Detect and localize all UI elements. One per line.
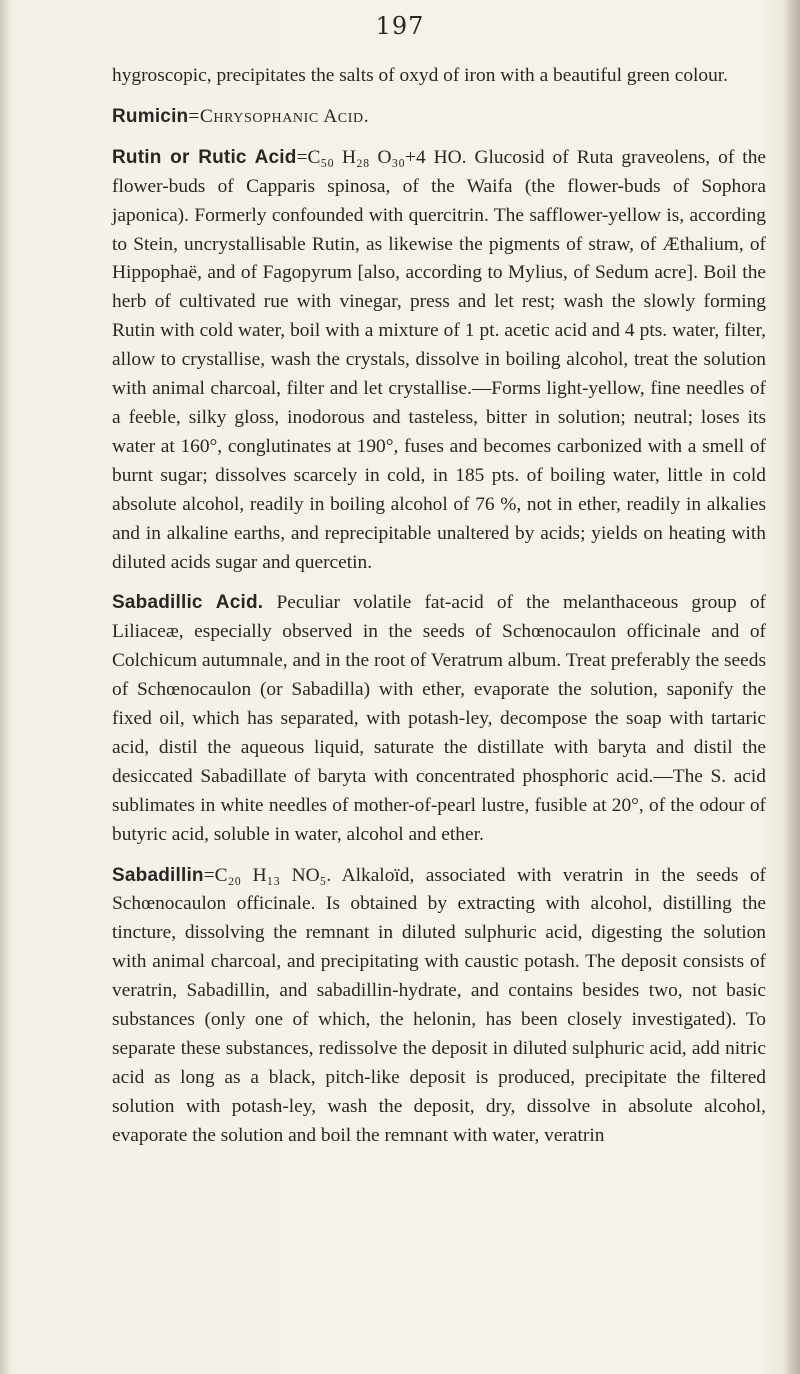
paragraph-continuation xyxy=(112,62,766,91)
entry-formula: =C₅₀ H₂₈ O₃₀+4 HO. xyxy=(296,146,467,168)
paragraph-body: Glucosid of Ruta graveolens, of the flower-buds of Capparis spinosa, of the Waifa (the flower-buds of Sophora japonica). Formerly confounded with quercitrin. The safflower-yellow is, according to Stein, uncrystallisable Rutin, as likewise the pigments of straw, of Æthalium, of Hippophaë, and of Fagopyrum [also, according to Mylius, of Sedum acre]. Boil the herb of cultivated rue with vinegar, press and let rest; wash the slowly forming Rutin with cold water, boil with a mixture of 1 pt. acetic acid and 4 pts. water, filter, allow to crystallise, wash the crystals, dissolve in boiling alcohol, treat the solution with animal charcoal, filter and let crystallise.—Forms light-yellow, fine needles of a feeble, silky gloss, inodorous and tasteless, bitter in solution; neutral; loses its water at 160°, conglutinates at 190°, fuses and becomes carbonized with a smell of burnt sugar; dissolves scarcely in cold, in 185 pts. of boiling water, little in cold absolute alcohol, readily in boiling alcohol of 76 %, not in ether, readily in alkalies and in alkaline earths, and reprecipitable unaltered by acids; yields on heating with diluted acids sugar and quercetin. xyxy=(112,146,766,573)
entry-rutin xyxy=(112,144,766,578)
page-left-shadow xyxy=(0,0,10,1374)
entry-formula: =C₂₀ H₁₃ NO₅. xyxy=(203,864,332,886)
entry-heading: Rumicin xyxy=(112,105,189,127)
page-number: 197 xyxy=(375,12,425,40)
paragraph-body: Alkaloïd, associated with veratrin in the seeds of Schœnocaulon officinale. Is obtained by extracting with alcohol, distilling the tincture, dissolving the remnant in diluted sulphuric acid, digesting the solution with animal charcoal, and precipitating with caustic potash. The deposit consists of veratrin, Sabadillin, and sabadillin-hydrate, and contains besides two, not basic substances (only one of which, the helonin, has been closely investigated). To separate these substances, redissolve the deposit in diluted sulphuric acid, add nitric acid as long as a black, pitch-like deposit is produced, precipitate the filtered solution with potash-ley, wash the deposit, dry, dissolve in absolute alcohol, evaporate the solution and boil the remnant with water, veratrin xyxy=(112,864,766,1146)
entry-sabadillin xyxy=(112,862,766,1151)
page-right-shadow xyxy=(784,0,800,1374)
entry-heading: Rutin or Rutic Acid xyxy=(112,146,297,168)
entry-rumicin xyxy=(112,103,766,132)
paragraph-body: hygroscopic, precipitates the salts of oxyd of iron with a beautiful green colour. xyxy=(112,65,729,86)
text-column xyxy=(112,62,766,1163)
entry-heading: Sabadillic Acid. xyxy=(112,592,264,614)
entry-heading: Sabadillin xyxy=(112,864,204,886)
entry-sabadillic-acid xyxy=(112,589,766,849)
paragraph-body: Peculiar volatile fat-acid of the melanthaceous group of Liliaceæ, especially observed in the seeds of Schœnocaulon officinale and of Colchicum autumnale, and in the root of Veratrum album. Treat preferably the seeds of Schœnocaulon (or Sabadilla) with ether, evaporate the solution, saponify the fixed oil, which has separated, with potash-ley, decompose the soap with tartaric acid, distil the aqueous liquid, saturate the distillate with baryta and distil the desiccated Sabadillate of baryta with concentrated phosphoric acid.—The S. acid sublimates in white needles of mother-of-pearl lustre, fusible at 20°, of the odour of butyric acid, soluble in water, alcohol and ether. xyxy=(112,592,766,845)
entry-heading-rest: =Chrysophanic Acid. xyxy=(188,105,370,127)
